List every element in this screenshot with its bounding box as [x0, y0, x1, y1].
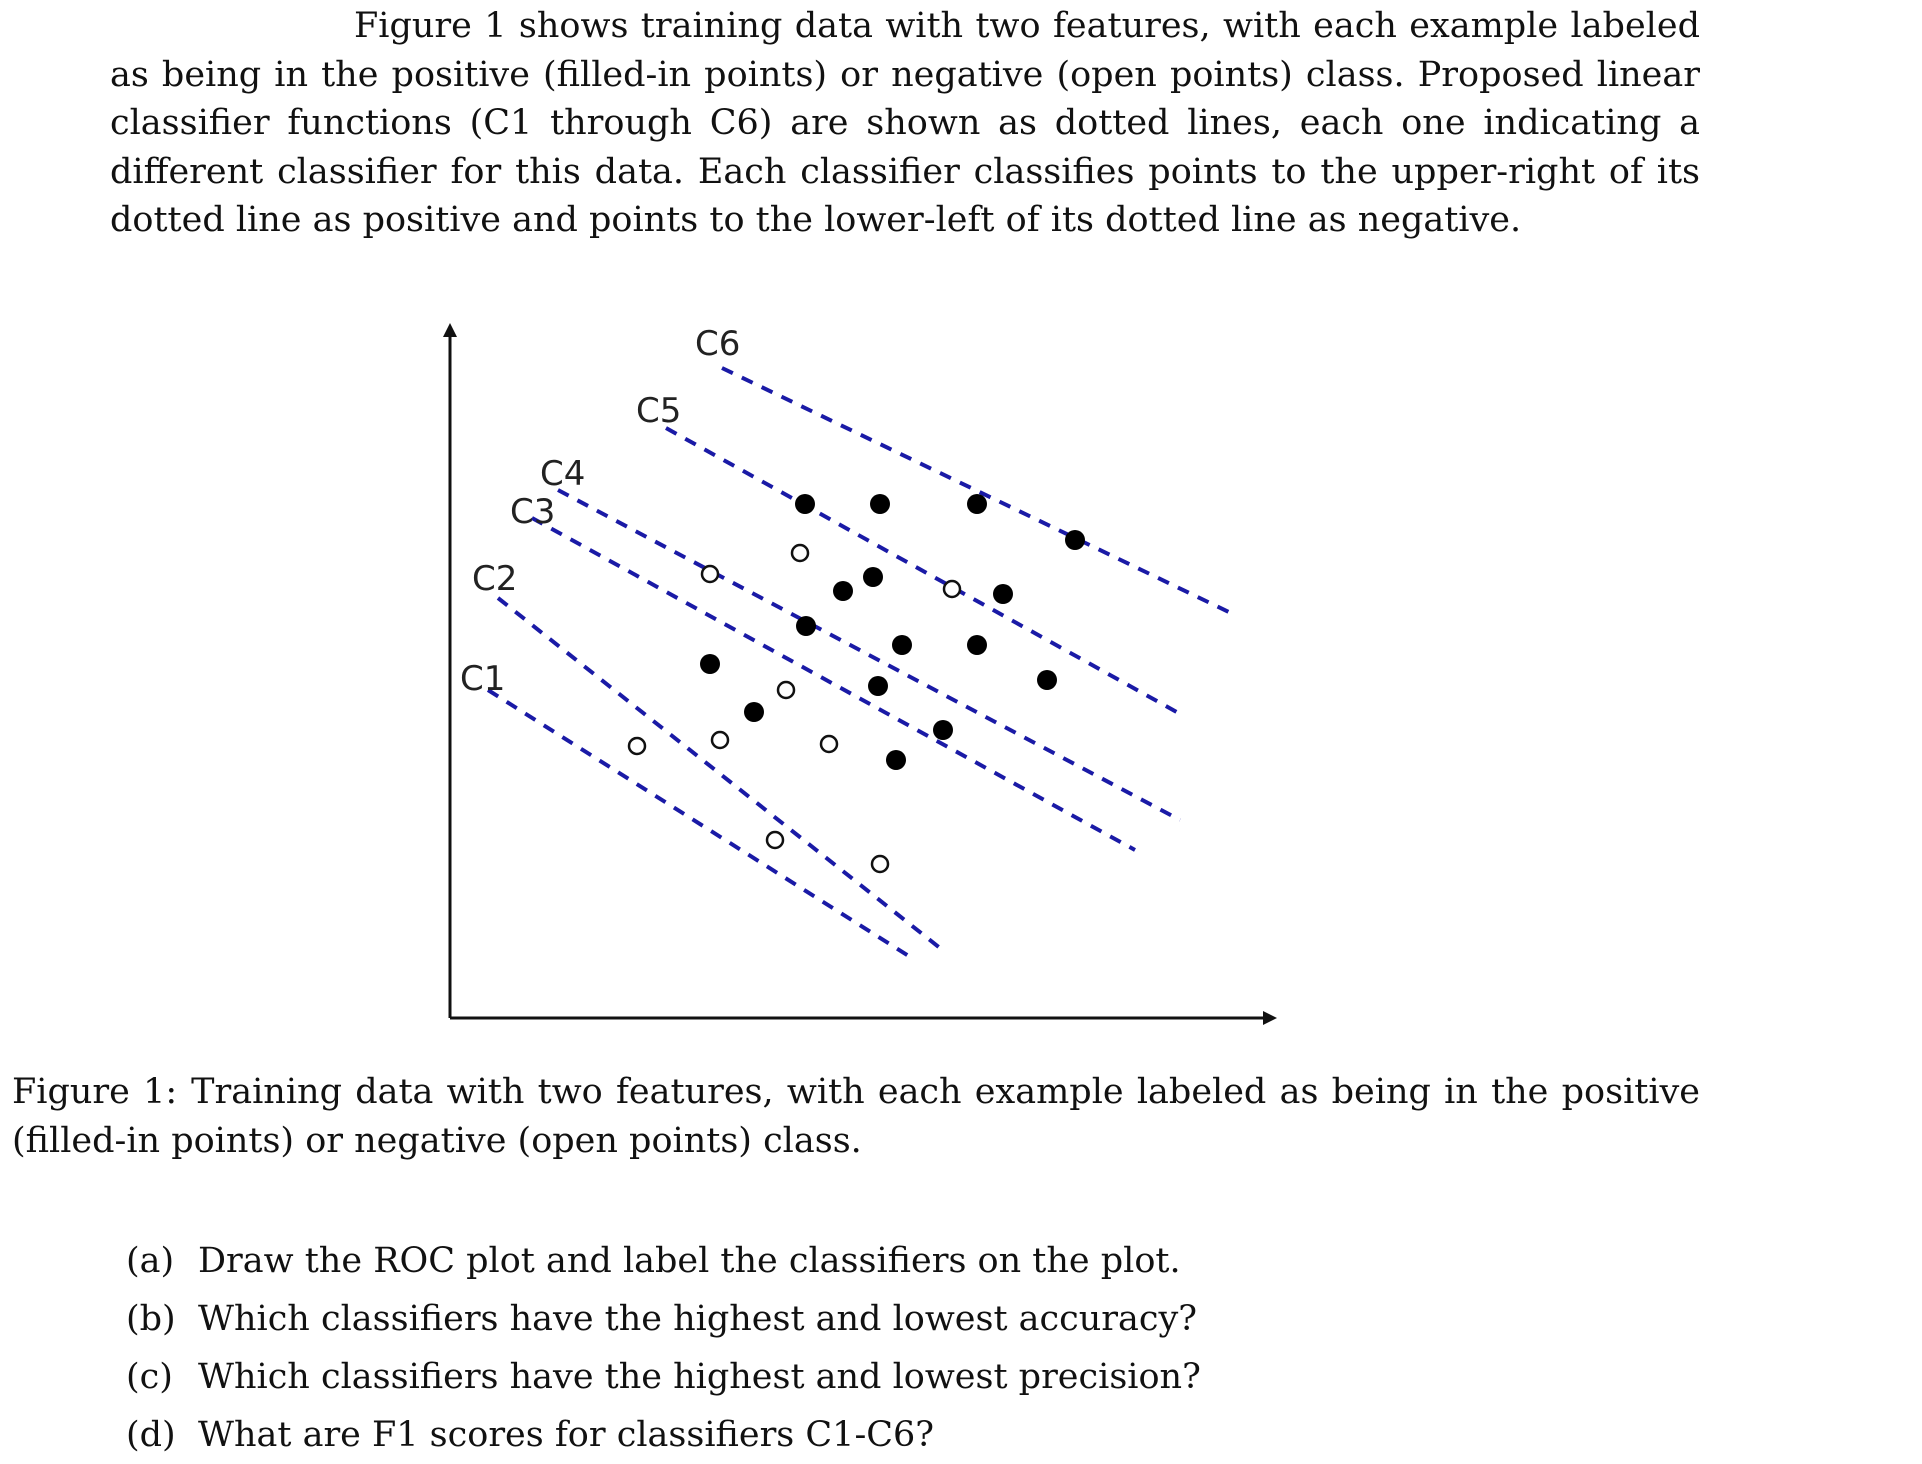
classifier-line-c2 — [498, 598, 940, 948]
question-item — [126, 1290, 1201, 1348]
negative-point — [792, 545, 808, 561]
positive-point — [967, 494, 987, 514]
positive-point — [892, 635, 912, 655]
question-item — [126, 1406, 1201, 1464]
intro-paragraph: Figure 1 shows training data with two features, with each example labeled as being in the positive (filled-in points) or negative (open points) class. Proposed linear classifier functions (C1 through C6) are shown as dotted lines, each one indicating a different classifier for this data. Each classifier classifies points to the upper-right of its dotted line as positive and points to the lower-left of its dotted line as negative. — [110, 6, 1700, 240]
figure-caption — [12, 1068, 1700, 1165]
question-list — [126, 1232, 1201, 1464]
positive-point — [744, 702, 764, 722]
question-text: What are F1 scores for classifiers C1-C6? — [198, 1415, 935, 1455]
negative-point — [778, 682, 794, 698]
negative-point — [821, 736, 837, 752]
classifier-line-c1 — [488, 690, 915, 960]
classifier-line-c5 — [666, 428, 1182, 715]
positive-point — [833, 581, 853, 601]
question-text: Draw the ROC plot and label the classifiers on the plot. — [198, 1241, 1181, 1281]
question-text: Which classifiers have the highest and lowest precision? — [198, 1357, 1201, 1397]
positive-point — [1065, 530, 1085, 550]
question-marker: (d) — [126, 1415, 176, 1455]
negative-point — [767, 832, 783, 848]
positive-point — [1037, 670, 1057, 690]
negative-point — [712, 732, 728, 748]
training-data-figure — [420, 300, 1280, 1030]
caption-label: Figure 1: — [12, 1072, 178, 1112]
caption-text: Training data with two features, with each example labeled as being in the positive (filled-in points) or negative (open points) class. — [12, 1072, 1701, 1161]
classifier-label-c6: C6 — [695, 324, 741, 364]
classifier-label-c1: C1 — [460, 659, 506, 699]
positive-point — [863, 567, 883, 587]
question-marker: (b) — [126, 1299, 176, 1339]
question-item — [126, 1348, 1201, 1406]
question-marker: (c) — [126, 1357, 173, 1397]
positive-point — [795, 494, 815, 514]
scatter-plot — [420, 300, 1280, 1030]
negative-point — [872, 856, 888, 872]
negative-point — [702, 566, 718, 582]
question-text: Which classifiers have the highest and lowest accuracy? — [198, 1299, 1198, 1339]
classifier-label-c3: C3 — [510, 492, 556, 532]
positive-point — [886, 750, 906, 770]
negative-point — [629, 738, 645, 754]
positive-point — [870, 494, 890, 514]
positive-point — [796, 616, 816, 636]
classifier-label-c4: C4 — [540, 454, 586, 494]
question-item — [126, 1232, 1201, 1290]
classifier-label-c2: C2 — [472, 559, 518, 599]
positive-point — [700, 654, 720, 674]
negative-point — [944, 581, 960, 597]
positive-point — [967, 635, 987, 655]
positive-point — [993, 584, 1013, 604]
classifier-label-c5: C5 — [636, 391, 682, 431]
positive-point — [868, 676, 888, 696]
positive-point — [933, 720, 953, 740]
classifier-line-c6 — [722, 368, 1235, 615]
question-marker: (a) — [126, 1241, 175, 1281]
